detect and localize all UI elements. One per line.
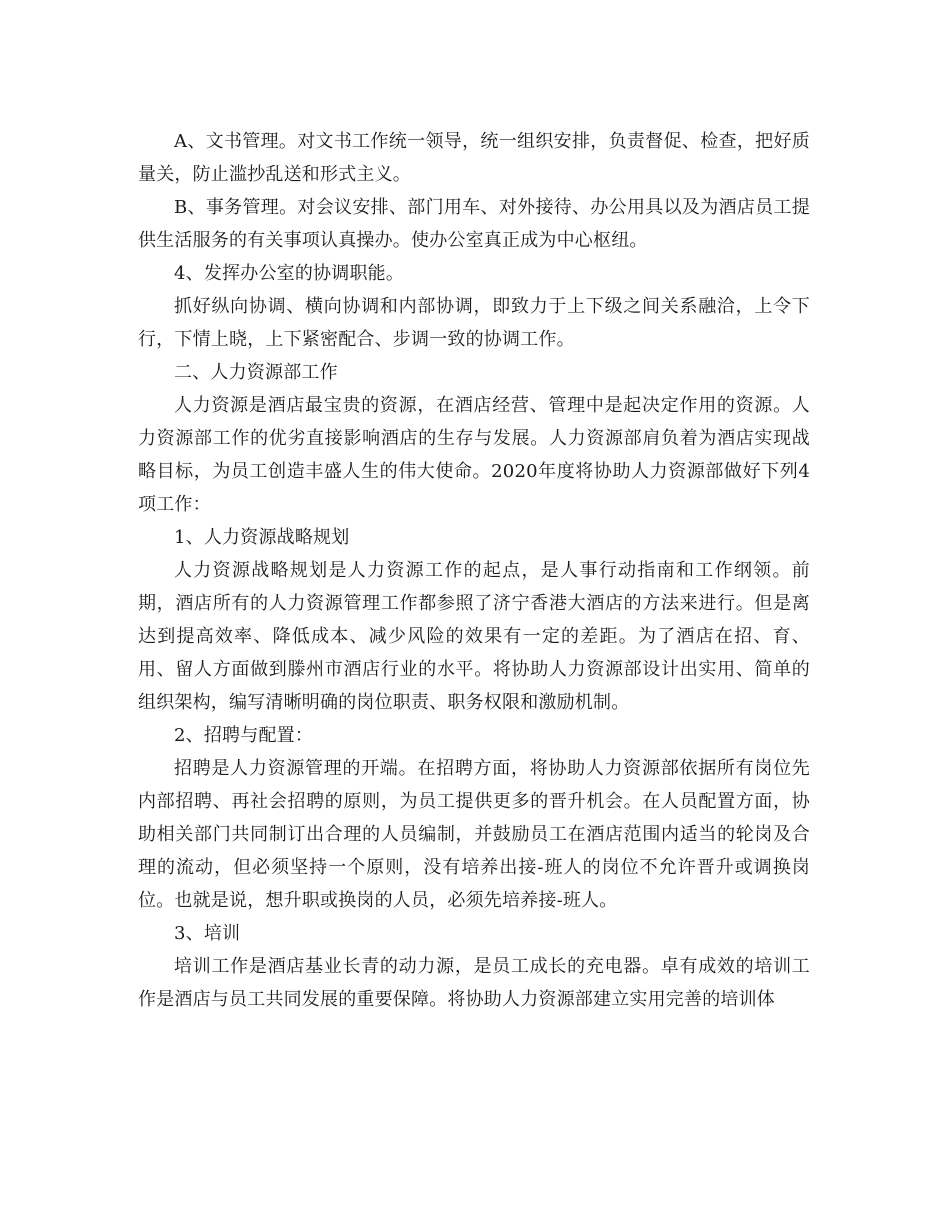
- paragraph-affairs-management: B、事务管理。对会议安排、部门用车、对外接待、办公用具以及为酒店员工提供生活服务的有关事项认真操办。使办公室真正成为中心枢纽。: [138, 197, 810, 251]
- section-heading-hr: 二、人力资源部工作: [174, 362, 338, 383]
- paragraph-recruitment: 招聘是人力资源管理的开端。在招聘方面，将协助人力资源部依据所有岗位先内部招聘、再社会招聘的原则，为员工提供更多的晋升机会。在人员配置方面，协助相关部门共同制订出合理的人员编制，并鼓励员工在酒店范围内适当的轮岗及合理的流动，但必须坚持一个原则，没有培养出接-班人的岗位不允许晋升或调换岗位。也就是说，想升职或换岗的人员，必须先培养接-班人。: [138, 758, 810, 911]
- paragraph-document-management: A、文书管理。对文书工作统一领导，统一组织安排，负责督促、检查，把好质量关，防止滥抄乱送和形式主义。: [138, 131, 810, 185]
- heading-hr-strategy: 1、人力资源战略规划: [174, 527, 350, 548]
- heading-coordination-function: 4、发挥办公室的协调职能。: [174, 263, 405, 284]
- paragraph-training: 培训工作是酒店基业长青的动力源，是员工成长的充电器。卓有成效的培训工作是酒店与员工共同发展的重要保障。将协助人力资源部建立实用完善的培训体: [138, 956, 810, 1010]
- paragraph-coordination: 抓好纵向协调、横向协调和内部协调，即致力于上下级之间关系融洽，上令下行，下情上晓，上下紧密配合、步调一致的协调工作。: [138, 296, 810, 350]
- heading-training: 3、培训: [174, 923, 241, 944]
- paragraph-hr-intro: 人力资源是酒店最宝贵的资源，在酒店经营、管理中是起决定作用的资源。人力资源部工作的优劣直接影响酒店的生存与发展。人力资源部肩负着为酒店实现战略目标，为员工创造丰盛人生的伟大使命。2020年度将协助人力资源部做好下列4项工作：: [138, 395, 810, 515]
- heading-recruitment: 2、招聘与配置：: [174, 725, 314, 746]
- document-body: [138, 125, 810, 1016]
- paragraph-hr-strategy: 人力资源战略规划是人力资源工作的起点，是人事行动指南和工作纲领。前期，酒店所有的人力资源管理工作都参照了济宁香港大酒店的方法来进行。但是离达到提高效率、降低成本、减少风险的效果有一定的差距。为了酒店在招、育、用、留人方面做到滕州市酒店行业的水平。将协助人力资源部设计出实用、简单的组织架构，编写清晰明确的岗位职责、职务权限和激励机制。: [138, 560, 810, 713]
